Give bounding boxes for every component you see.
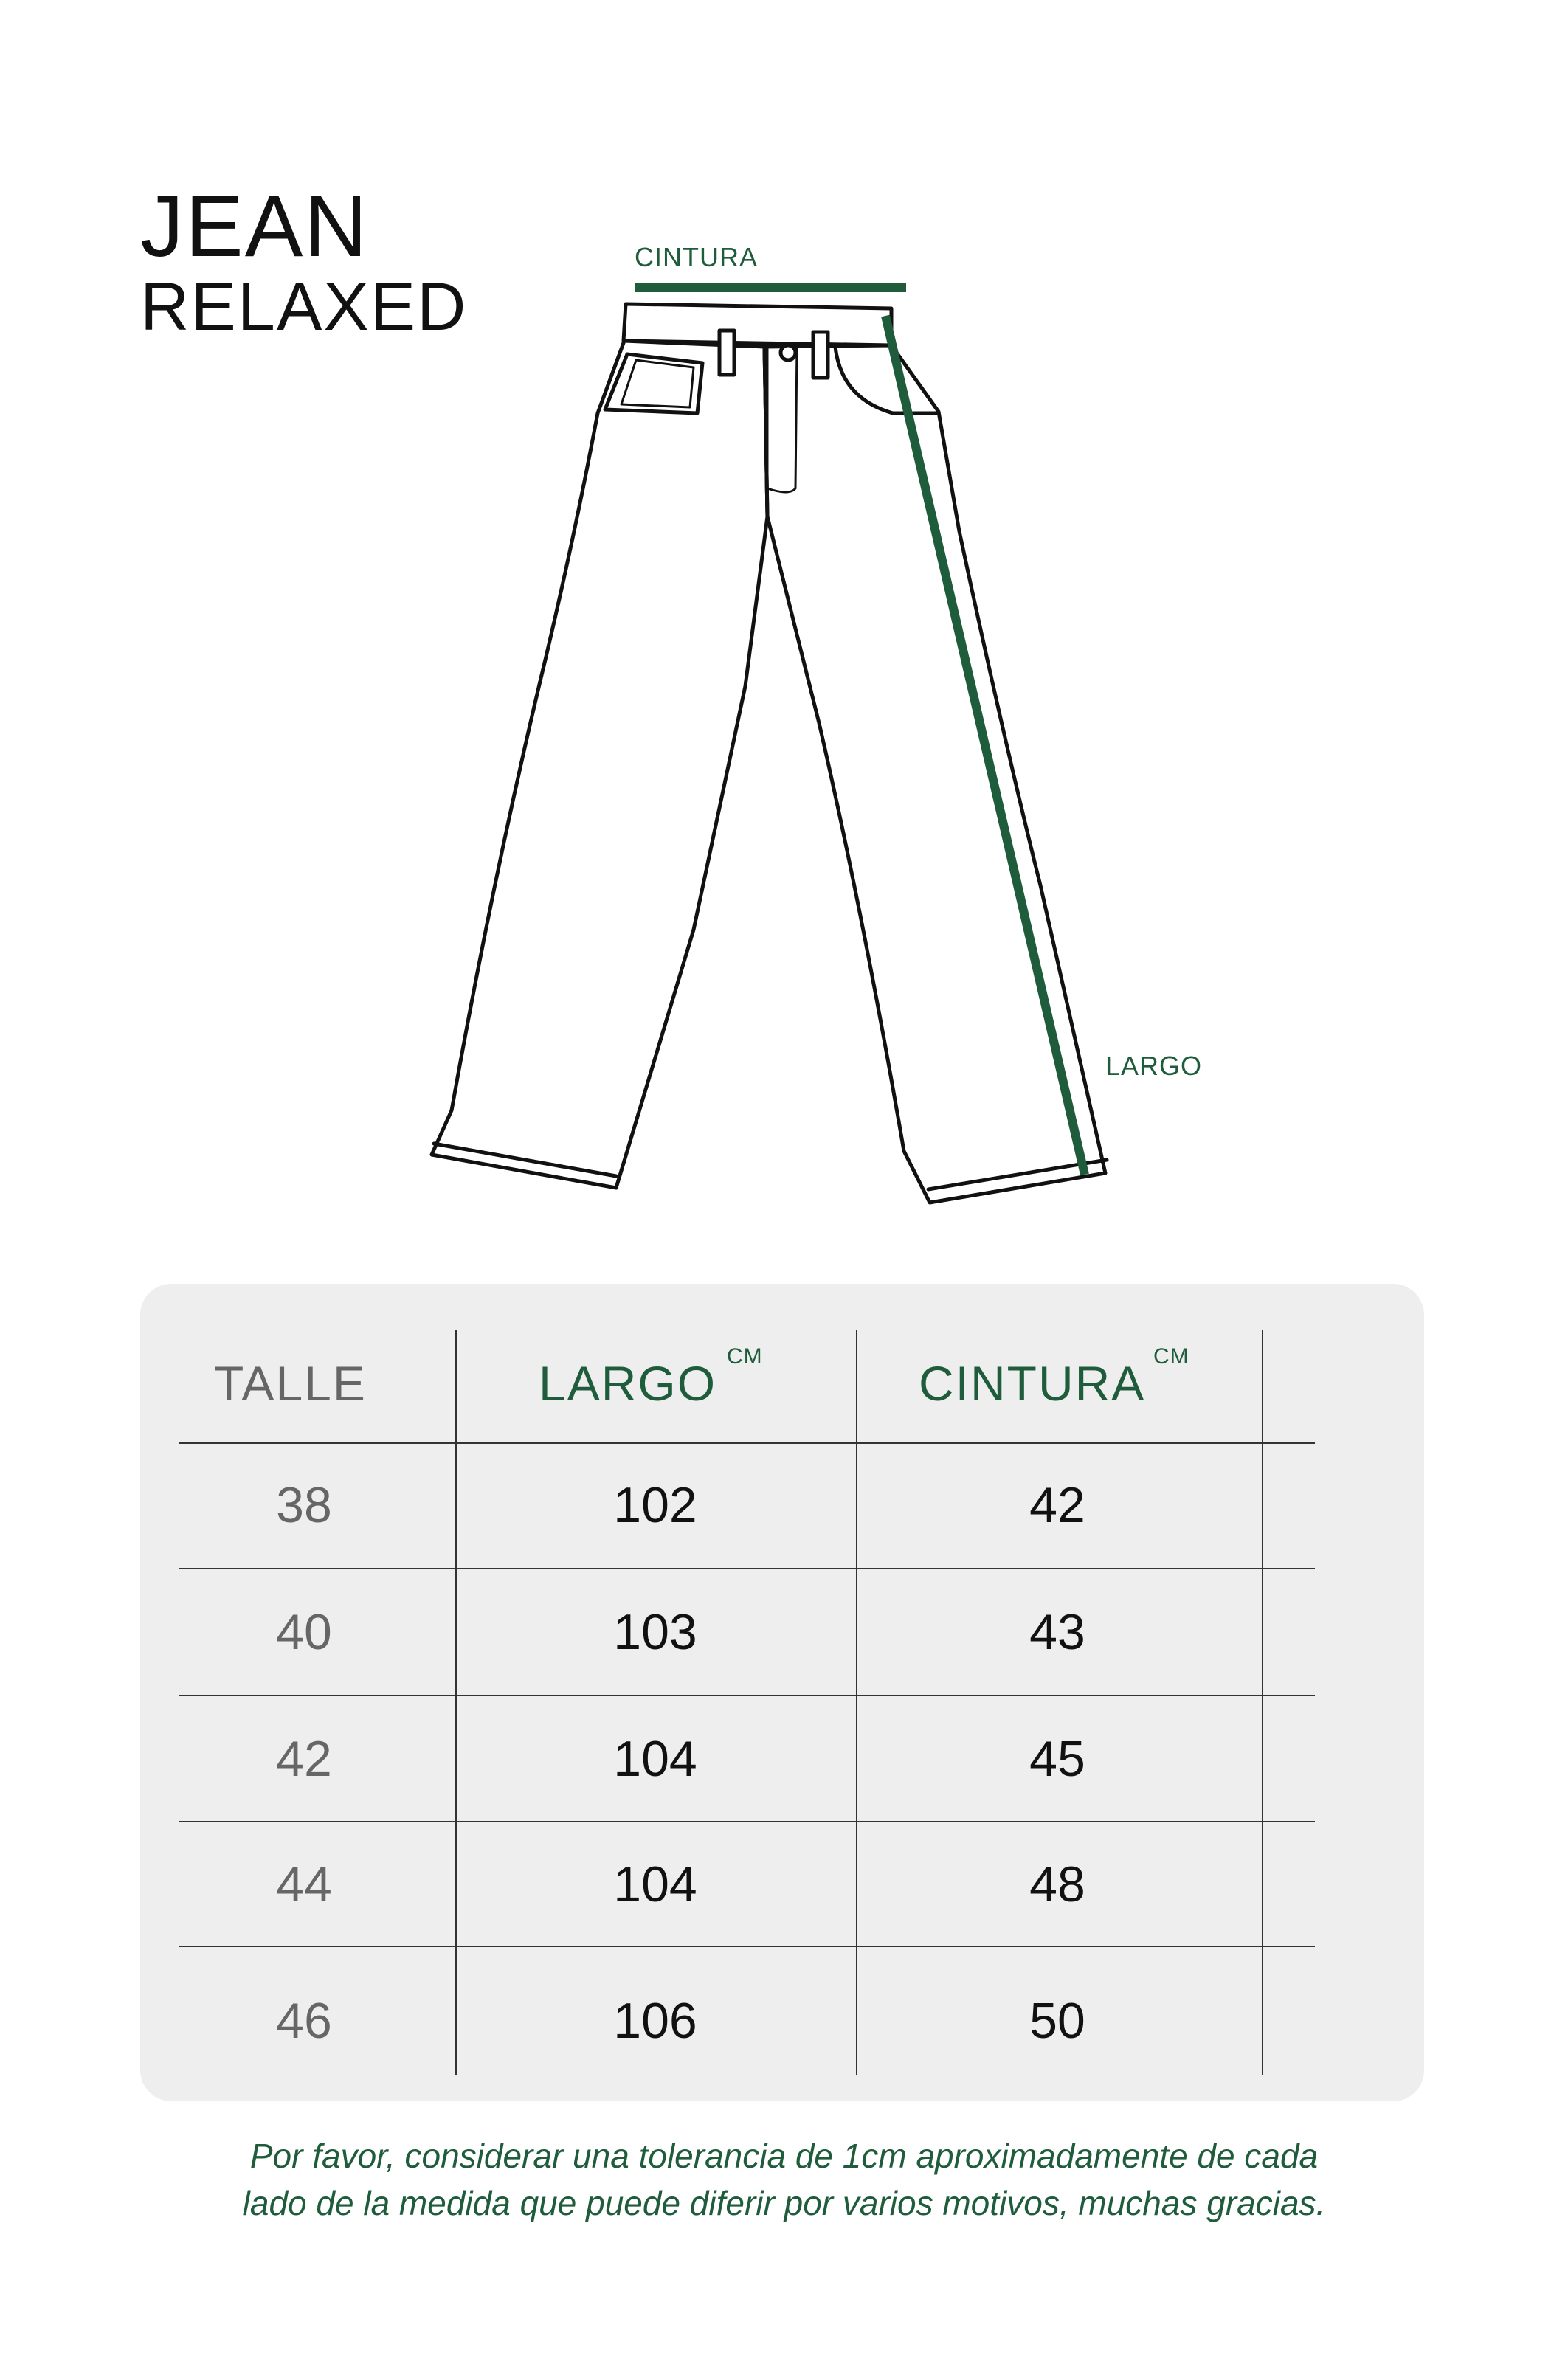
table-row-divider xyxy=(179,1442,1315,1444)
tolerance-note-line-1: Por favor, considerar una tolerancia de 1cm aproximadamente de cada xyxy=(249,2137,1319,2175)
length-cell: 106 xyxy=(613,1993,697,2049)
table-column-divider xyxy=(1262,1330,1263,2075)
product-subtitle: RELAXED xyxy=(140,269,468,345)
table-row-divider xyxy=(179,1946,1315,1947)
size-cell: 40 xyxy=(276,1604,332,1660)
size-cell: 42 xyxy=(276,1731,332,1787)
belt-loop-right xyxy=(813,332,828,378)
table-row-divider xyxy=(179,1821,1315,1822)
tolerance-note xyxy=(148,2132,1420,2227)
jeans-outline xyxy=(432,304,1107,1203)
waist-cell: 50 xyxy=(1029,1993,1085,2049)
waist-measure-label: CINTURA xyxy=(635,242,758,272)
waist-cell: 43 xyxy=(1029,1604,1085,1660)
product-title: JEAN xyxy=(140,178,369,275)
header-size: TALLE xyxy=(214,1356,367,1411)
size-cell: 44 xyxy=(276,1856,332,1912)
header-length: LARGO xyxy=(539,1356,717,1411)
waist-button xyxy=(781,345,795,360)
waist-cell: 42 xyxy=(1029,1477,1085,1533)
length-cell: 104 xyxy=(613,1856,697,1912)
length-measure-label: LARGO xyxy=(1105,1051,1203,1081)
tolerance-note-line-2: lado de la medida que puede diferir por varios motivos, muchas gracias. xyxy=(242,2184,1326,2222)
left-leg xyxy=(432,341,767,1188)
table-column-divider xyxy=(856,1330,857,2075)
length-cell: 103 xyxy=(613,1604,697,1660)
size-cell: 46 xyxy=(276,1993,332,2049)
waistband xyxy=(624,304,891,345)
table-column-divider xyxy=(455,1330,457,2075)
table-row-divider xyxy=(179,1568,1315,1569)
waist-cell: 48 xyxy=(1029,1856,1085,1912)
right-leg xyxy=(764,345,1105,1203)
header-length-unit: CM xyxy=(727,1344,763,1369)
size-cell: 38 xyxy=(276,1477,332,1533)
length-cell: 104 xyxy=(613,1731,697,1787)
table-row-divider xyxy=(179,1695,1315,1696)
belt-loop-left xyxy=(719,331,734,375)
header-waist-unit: CM xyxy=(1153,1344,1189,1369)
waist-cell: 45 xyxy=(1029,1731,1085,1787)
length-cell: 102 xyxy=(613,1477,697,1533)
header-waist: CINTURA xyxy=(919,1356,1146,1411)
